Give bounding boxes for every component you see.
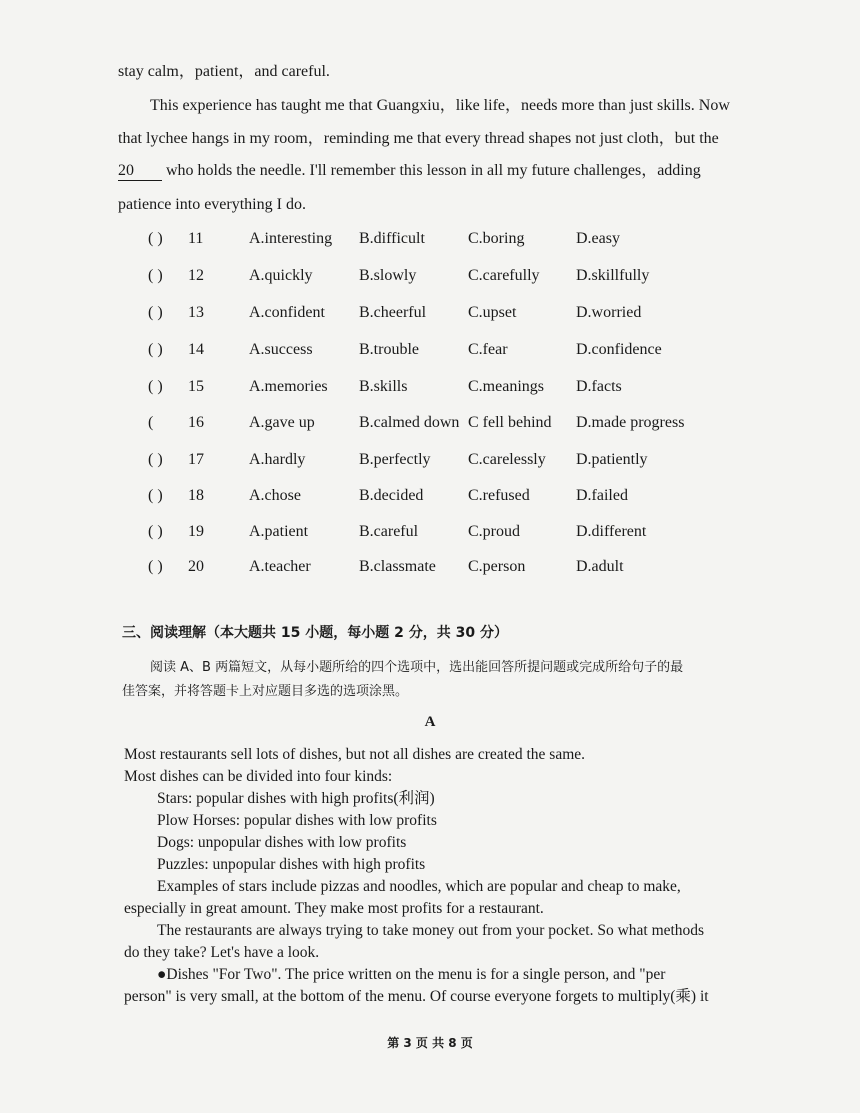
section-title: 三、阅读理解（本大题共 15 小题，每小题 2 分，共 30 分） <box>122 625 508 641</box>
answer-blank[interactable]: ( ) <box>148 341 163 358</box>
reading-line: Most dishes can be divided into four kinds: <box>124 768 393 785</box>
question-number: 11 <box>188 230 204 247</box>
option-c: C.carefully <box>468 267 540 284</box>
option-b: B.perfectly <box>359 451 431 468</box>
option-c: C.carelessly <box>468 451 546 468</box>
question-row <box>148 302 748 324</box>
question-row <box>148 485 748 507</box>
reading-line: The restaurants are always trying to take money out from your pocket. So what methods <box>157 922 705 939</box>
answer-blank[interactable]: ( ) <box>148 230 163 247</box>
question-row <box>148 376 748 398</box>
option-c: C.person <box>468 558 526 575</box>
option-d: D.made progress <box>576 414 685 431</box>
option-d: D.facts <box>576 378 622 395</box>
option-b: B.classmate <box>359 558 436 575</box>
question-number: 13 <box>188 304 204 321</box>
question-row <box>148 265 748 287</box>
option-c: C.proud <box>468 523 520 540</box>
option-a: A.patient <box>249 523 309 540</box>
option-c: C.upset <box>468 304 517 321</box>
option-d: D.skillfully <box>576 267 650 284</box>
question-row <box>148 449 748 471</box>
option-a: A.interesting <box>249 230 333 247</box>
reading-line: Most restaurants sell lots of dishes, but not all dishes are created the same. <box>124 746 586 763</box>
passage-line: that lychee hangs in my room，reminding me that every thread shapes not just cloth，but the <box>118 130 719 147</box>
answer-blank[interactable]: ( <box>148 414 154 431</box>
blank-20: 20 <box>118 162 162 181</box>
option-d: D.failed <box>576 487 628 504</box>
question-number: 16 <box>188 414 204 431</box>
question-number: 20 <box>188 558 204 575</box>
question-row <box>148 556 748 578</box>
answer-blank[interactable]: ( ) <box>148 267 163 284</box>
reading-line <box>157 965 665 985</box>
option-b: B.cheerful <box>359 304 427 321</box>
question-number: 14 <box>188 341 204 358</box>
passage-line: This experience has taught me that Guangxiu，like life，needs more than just skills. Now <box>150 97 730 114</box>
part-label: A <box>424 714 436 730</box>
option-c: C fell behind <box>468 414 552 431</box>
answer-blank[interactable]: ( ) <box>148 451 163 468</box>
option-b: B.slowly <box>359 267 417 284</box>
question-number: 15 <box>188 378 204 395</box>
option-a: A.chose <box>249 487 301 504</box>
option-d: D.worried <box>576 304 642 321</box>
passage-line: patience into everything I do. <box>118 196 306 213</box>
answer-blank[interactable]: ( ) <box>148 523 163 540</box>
bullet-icon: ● <box>157 966 167 983</box>
page-footer: 第 3 页 共 8 页 <box>387 1036 473 1050</box>
reading-line: Examples of stars include pizzas and noodles, which are popular and cheap to make, <box>157 878 681 895</box>
question-row <box>148 228 748 250</box>
option-c: C.fear <box>468 341 508 358</box>
answer-blank[interactable]: ( ) <box>148 304 163 321</box>
option-b: B.trouble <box>359 341 419 358</box>
question-row <box>148 521 748 543</box>
instruction-line: 佳答案，并将答题卡上对应题目多选的选项涂黑。 <box>122 684 409 699</box>
option-a: A.confident <box>249 304 325 321</box>
option-d: D.confidence <box>576 341 662 358</box>
reading-line: Plow Horses: popular dishes with low profits <box>157 812 437 829</box>
option-c: C.meanings <box>468 378 544 395</box>
reading-line: especially in great amount. They make most profits for a restaurant. <box>124 900 544 917</box>
option-a: A.teacher <box>249 558 311 575</box>
answer-blank[interactable]: ( ) <box>148 558 163 575</box>
option-b: B.careful <box>359 523 419 540</box>
question-number: 19 <box>188 523 204 540</box>
option-c: C.refused <box>468 487 530 504</box>
reading-line-text: Dishes "For Two". The price written on the menu is for a single person, and "per <box>166 966 666 983</box>
option-a: A.memories <box>249 378 328 395</box>
option-d: D.different <box>576 523 647 540</box>
answer-blank[interactable]: ( ) <box>148 487 163 504</box>
passage-line-text: who holds the needle. I'll remember this lesson in all my future challenges，adding <box>162 162 701 179</box>
option-a: A.success <box>249 341 313 358</box>
answer-blank[interactable]: ( ) <box>148 378 163 395</box>
option-d: D.patiently <box>576 451 648 468</box>
option-d: D.adult <box>576 558 624 575</box>
option-b: B.skills <box>359 378 408 395</box>
reading-line: Stars: popular dishes with high profits(利润) <box>157 790 435 807</box>
reading-line: do they take? Let's have a look. <box>124 944 320 961</box>
reading-line: Dogs: unpopular dishes with low profits <box>157 834 407 851</box>
passage-line: stay calm，patient，and careful. <box>118 63 330 80</box>
option-a: A.quickly <box>249 267 313 284</box>
question-number: 18 <box>188 487 204 504</box>
question-row <box>148 412 748 434</box>
reading-line: Puzzles: unpopular dishes with high profits <box>157 856 426 873</box>
passage-line <box>118 161 701 181</box>
option-c: C.boring <box>468 230 525 247</box>
option-a: A.gave up <box>249 414 315 431</box>
question-number: 17 <box>188 451 204 468</box>
question-number: 12 <box>188 267 204 284</box>
instruction-line: 阅读 A、B 两篇短文，从每小题所给的四个选项中，选出能回答所提问题或完成所给句子的最 <box>150 660 684 675</box>
option-b: B.decided <box>359 487 424 504</box>
reading-line: person" is very small, at the bottom of the menu. Of course everyone forgets to multiply(乘) it <box>124 988 709 1005</box>
option-b: B.calmed down <box>359 414 460 431</box>
option-b: B.difficult <box>359 230 425 247</box>
option-a: A.hardly <box>249 451 306 468</box>
question-row <box>148 339 748 361</box>
option-d: D.easy <box>576 230 620 247</box>
